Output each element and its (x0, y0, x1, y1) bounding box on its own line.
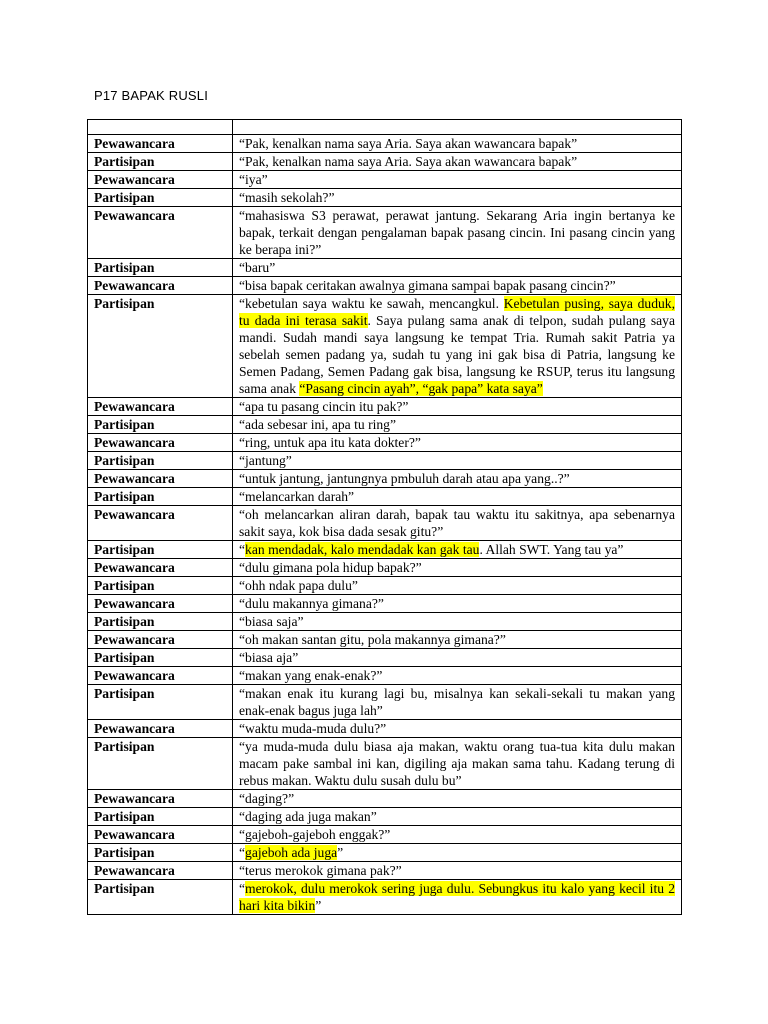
utterance-text: “jantung” (239, 453, 292, 468)
utterance-text: “baru” (239, 260, 276, 275)
speaker-cell: Partisipan (88, 808, 233, 826)
speaker-cell: Pewawancara (88, 207, 233, 259)
utterance-cell (233, 685, 682, 720)
transcript-row (88, 506, 682, 541)
speaker-cell: Partisipan (88, 189, 233, 207)
transcript-row (88, 738, 682, 790)
speaker-cell: Pewawancara (88, 506, 233, 541)
utterance-text: ” (337, 845, 344, 860)
utterance-cell (233, 452, 682, 470)
highlighted-text: merokok, dulu merokok sering juga dulu. Sebungkus itu kalo yang kecil itu 2 hari kita bikin (239, 881, 675, 913)
speaker-cell: Partisipan (88, 259, 233, 277)
utterance-text: “makan enak itu kurang lagi bu, misalnya kan sekali-sekali tu makan yang enak-enak bagus juga lah” (239, 686, 675, 718)
transcript-row (88, 844, 682, 862)
utterance-cell (233, 649, 682, 667)
transcript-table (87, 119, 682, 915)
utterance-text: “iya” (239, 172, 268, 187)
utterance-cell (233, 595, 682, 613)
utterance-cell (233, 207, 682, 259)
speaker-cell: Partisipan (88, 844, 233, 862)
utterance-cell (233, 738, 682, 790)
utterance-cell (233, 808, 682, 826)
utterance-cell (233, 541, 682, 559)
utterance-text: “ (239, 881, 246, 896)
utterance-text: “bisa bapak ceritakan awalnya gimana sampai bapak pasang cincin?” (239, 278, 616, 293)
transcript-row (88, 577, 682, 595)
utterance-text: . Allah SWT. Yang tau ya” (479, 542, 624, 557)
utterance-text: “mahasiswa S3 perawat, perawat jantung. Sekarang Aria ingin bertanya ke bapak, terkait dengan pengalaman bapak pasang cincin. Ini pasang cincin yang ke berapa ini?” (239, 208, 675, 257)
speaker-cell: Partisipan (88, 488, 233, 506)
transcript-row (88, 667, 682, 685)
utterance-cell (233, 259, 682, 277)
highlighted-text: gajeboh ada juga (245, 845, 338, 860)
utterance-text: “gajeboh-gajeboh enggak?” (239, 827, 391, 842)
utterance-text: “dulu gimana pola hidup bapak?” (239, 560, 422, 575)
utterance-text: “oh makan santan gitu, pola makannya gimana?” (239, 632, 506, 647)
transcript-row (88, 398, 682, 416)
utterance-cell (233, 826, 682, 844)
utterance-text: “waktu muda-muda dulu?” (239, 721, 387, 736)
speaker-cell: Partisipan (88, 880, 233, 915)
utterance-cell (233, 189, 682, 207)
utterance-text: “terus merokok gimana pak?” (239, 863, 402, 878)
transcript-row (88, 488, 682, 506)
utterance-text: “dulu makannya gimana?” (239, 596, 384, 611)
speaker-cell: Pewawancara (88, 171, 233, 189)
utterance-cell (233, 277, 682, 295)
utterance-text: “ada sebesar ini, apa tu ring” (239, 417, 397, 432)
utterance-text: “oh melancarkan aliran darah, bapak tau waktu itu sakitnya, apa sebenarnya sakit saya, kok bisa dada sesak gitu?” (239, 507, 675, 539)
utterance-cell (233, 667, 682, 685)
speaker-cell: Pewawancara (88, 595, 233, 613)
utterance-cell (233, 720, 682, 738)
utterance-text: “biasa saja” (239, 614, 304, 629)
transcript-row (88, 207, 682, 259)
utterance-text: “untuk jantung, jantungnya pmbuluh darah atau apa yang..?” (239, 471, 570, 486)
speaker-cell: Pewawancara (88, 470, 233, 488)
utterance-cell (233, 506, 682, 541)
header-row (88, 120, 682, 135)
speaker-cell: Pewawancara (88, 667, 233, 685)
document-title: P17 BAPAK RUSLI (94, 88, 209, 103)
transcript-row (88, 452, 682, 470)
speaker-cell: Pewawancara (88, 398, 233, 416)
speaker-cell: Pewawancara (88, 826, 233, 844)
utterance-cell (233, 790, 682, 808)
utterance-text: “ohh ndak papa dulu” (239, 578, 358, 593)
utterance-cell (233, 171, 682, 189)
utterance-cell (233, 488, 682, 506)
transcript-row (88, 649, 682, 667)
transcript-row (88, 685, 682, 720)
transcript-row (88, 613, 682, 631)
utterance-text: “apa tu pasang cincin itu pak?” (239, 399, 409, 414)
transcript-row (88, 880, 682, 915)
utterance-cell (233, 398, 682, 416)
transcript-row (88, 862, 682, 880)
utterance-cell (233, 135, 682, 153)
header-text-cell (233, 120, 682, 135)
transcript-row (88, 541, 682, 559)
speaker-cell: Partisipan (88, 649, 233, 667)
speaker-cell: Pewawancara (88, 559, 233, 577)
utterance-text: “Pak, kenalkan nama saya Aria. Saya akan wawancara bapak” (239, 154, 578, 169)
transcript-row (88, 171, 682, 189)
utterance-text: . Saya pulang sama anak di telpon, sudah pulang saya mandi. Sudah mandi saya langsung ke tempat Tria. Rumah sakit Patria ya sebelah semen padang ya, sudah tu yang ini gak bisa di Patria, langsung ke Semen Padang, Semen Padang gak bisa, langsung ke RSUP, terus itu langsung sama anak (239, 313, 675, 396)
speaker-cell: Partisipan (88, 416, 233, 434)
speaker-cell: Pewawancara (88, 862, 233, 880)
utterance-text: “ (239, 845, 246, 860)
speaker-cell: Partisipan (88, 738, 233, 790)
speaker-cell: Partisipan (88, 577, 233, 595)
utterance-text: ” (315, 898, 322, 913)
highlighted-text: Kebetulan pusing, saya duduk, tu dada ini terasa sakit (239, 296, 675, 328)
utterance-cell (233, 613, 682, 631)
utterance-text: “melancarkan darah” (239, 489, 355, 504)
transcript-row (88, 189, 682, 207)
utterance-cell (233, 559, 682, 577)
transcript-row (88, 135, 682, 153)
utterance-text: “kebetulan saya waktu ke sawah, mencangkul. (239, 296, 504, 311)
transcript-row (88, 277, 682, 295)
utterance-cell (233, 880, 682, 915)
transcript-row (88, 434, 682, 452)
highlighted-text: “Pasang cincin ayah”, “gak papa” kata saya” (299, 381, 543, 396)
utterance-cell (233, 862, 682, 880)
utterance-text: “ (239, 542, 246, 557)
header-speaker-cell (88, 120, 233, 135)
utterance-text: “ring, untuk apa itu kata dokter?” (239, 435, 421, 450)
transcript-row (88, 631, 682, 649)
transcript-row (88, 595, 682, 613)
utterance-text: “daging?” (239, 791, 295, 806)
utterance-cell (233, 434, 682, 452)
utterance-cell (233, 844, 682, 862)
utterance-cell (233, 416, 682, 434)
highlighted-text: kan mendadak, kalo mendadak kan gak tau (245, 542, 480, 557)
transcript-body (88, 120, 682, 915)
utterance-text: “biasa aja” (239, 650, 299, 665)
speaker-cell: Partisipan (88, 613, 233, 631)
utterance-text: “Pak, kenalkan nama saya Aria. Saya akan wawancara bapak” (239, 136, 578, 151)
transcript-row (88, 416, 682, 434)
transcript-row (88, 153, 682, 171)
utterance-cell (233, 577, 682, 595)
utterance-text: “masih sekolah?” (239, 190, 335, 205)
utterance-cell (233, 153, 682, 171)
speaker-cell: Pewawancara (88, 790, 233, 808)
utterance-cell (233, 470, 682, 488)
speaker-cell: Partisipan (88, 295, 233, 398)
speaker-cell: Pewawancara (88, 135, 233, 153)
transcript-row (88, 826, 682, 844)
utterance-text: “daging ada juga makan” (239, 809, 377, 824)
speaker-cell: Pewawancara (88, 277, 233, 295)
transcript-row (88, 790, 682, 808)
speaker-cell: Pewawancara (88, 720, 233, 738)
transcript-row (88, 295, 682, 398)
transcript-row (88, 808, 682, 826)
utterance-cell (233, 631, 682, 649)
speaker-cell: Partisipan (88, 685, 233, 720)
utterance-cell (233, 295, 682, 398)
speaker-cell: Partisipan (88, 541, 233, 559)
transcript-row (88, 470, 682, 488)
speaker-cell: Pewawancara (88, 434, 233, 452)
speaker-cell: Partisipan (88, 153, 233, 171)
speaker-cell: Partisipan (88, 452, 233, 470)
transcript-row (88, 259, 682, 277)
transcript-row (88, 559, 682, 577)
utterance-text: “makan yang enak-enak?” (239, 668, 383, 683)
speaker-cell: Pewawancara (88, 631, 233, 649)
transcript-row (88, 720, 682, 738)
utterance-text: “ya muda-muda dulu biasa aja makan, waktu orang tua-tua kita dulu makan macam pake sambal ini kan, digiling aja makan sama tahu. Kadang terung di rebus makan. Waktu dulu susah dulu bu” (239, 739, 675, 788)
